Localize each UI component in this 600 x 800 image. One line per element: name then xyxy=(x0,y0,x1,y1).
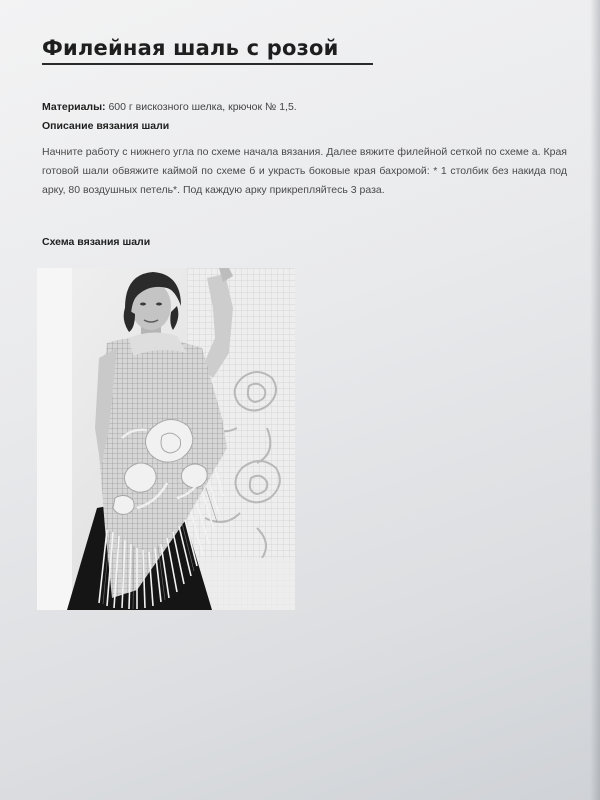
materials-line xyxy=(42,101,297,113)
materials-label: Материалы: xyxy=(42,101,106,113)
scheme-heading: Схема вязания шали xyxy=(42,236,151,248)
description-text: Начните работу с нижнего угла по схеме начала вязания. Далее вяжите филейной сеткой по схеме а. Края готовой шали обвяжите каймой по схеме б и украсть боковые края бахромой: * 1 столбик без накида под арку, 80 воздушных петель*. Под каждую арку прикрепляйтесь 3 раза. xyxy=(42,146,567,196)
title-underline xyxy=(42,63,373,65)
page-edge-shadow xyxy=(590,0,600,800)
shawl-photo-illustration xyxy=(37,268,295,610)
materials-text: 600 г вискозного шелка, крючок № 1,5. xyxy=(105,101,297,113)
page-title: Филейная шаль с розой xyxy=(42,36,339,60)
description-heading: Описание вязания шали xyxy=(42,120,170,132)
shawl-photo xyxy=(37,268,295,610)
